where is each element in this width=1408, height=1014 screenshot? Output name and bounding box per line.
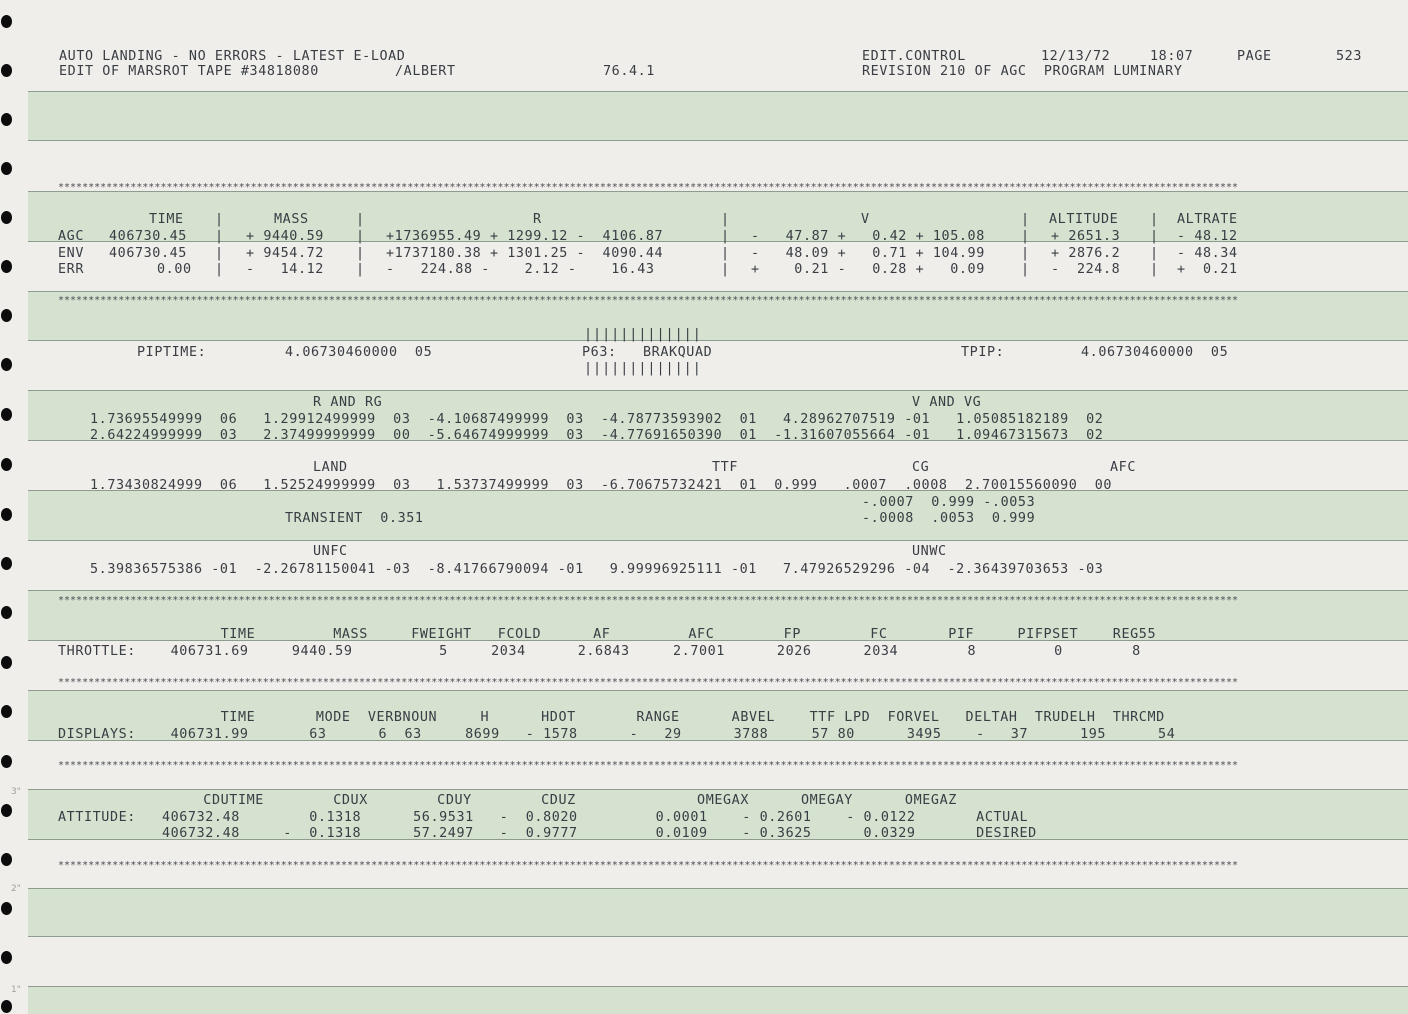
rvg-row-2: 2.64224999999 03 2.37499999999 00 -5.64674999999 03 -4.77691650390 01 -1.31607055664 -01 1.09467315673 02 [90, 428, 1104, 443]
err-altrate: + 0.21 [1177, 262, 1238, 277]
row-label-env: ENV [58, 246, 84, 261]
err-time: 0.00 [157, 262, 192, 277]
pipe: | [215, 262, 224, 277]
piptime-label: PIPTIME: [137, 345, 207, 360]
mass-header: MASS [274, 212, 309, 227]
p63-value: BRAKQUAD [643, 345, 713, 360]
tractor-hole [1, 309, 12, 322]
tick-bar-top: ||||||||||||| [584, 327, 702, 342]
tractor-hole [1, 902, 12, 915]
attitude-row-actual: ATTITUDE: 406732.48 0.1318 56.9531 - 0.8020 0.0001 - 0.2601 - 0.0122 ACTUAL [58, 810, 1029, 825]
tractor-hole [1, 853, 12, 866]
header-author: /ALBERT [395, 64, 456, 79]
inch-mark: 3" [11, 787, 21, 797]
inch-mark: 1" [11, 985, 21, 995]
afc-label: AFC [1110, 460, 1136, 475]
paper-band [28, 986, 1408, 1014]
altrate-header: ALTRATE [1177, 212, 1238, 227]
paper-rule [28, 986, 1408, 987]
inch-mark: 2" [11, 884, 21, 894]
tractor-hole [1, 358, 12, 371]
agc-time: 406730.45 [109, 229, 187, 244]
tractor-hole [1, 113, 12, 126]
pipe: | [215, 212, 224, 227]
header-line1: AUTO LANDING - NO ERRORS - LATEST E-LOAD [59, 49, 406, 64]
tractor-hole [1, 211, 12, 224]
tractor-hole [1, 951, 12, 964]
attitude-row-desired: 406732.48 - 0.1318 57.2497 - 0.9777 0.0109 - 0.3625 0.0329 DESIRED [58, 826, 1037, 841]
v-header: V [861, 212, 870, 227]
agc-mass: + 9440.59 [246, 229, 324, 244]
pipe: | [1021, 262, 1030, 277]
header-time: 18:07 [1150, 49, 1194, 64]
pipe: | [721, 262, 730, 277]
tractor-hole [1, 15, 12, 28]
header-line2: EDIT OF MARSROT TAPE #34818080 [59, 64, 319, 79]
asterisk-separator: **************************************************************************************************************************************************************************************************** [58, 760, 1239, 771]
paper-rule [28, 340, 1408, 341]
err-altitude: - 224.8 [1051, 262, 1121, 277]
r-header: R [533, 212, 542, 227]
transient-value: TRANSIENT 0.351 [285, 511, 424, 526]
pipe: | [356, 212, 365, 227]
row-label-agc: AGC [58, 229, 84, 244]
page-number: 523 [1336, 49, 1362, 64]
attitude-headers: CDUTIME CDUX CDUY CDUZ OMEGAX OMEGAY OMEGAZ [160, 793, 957, 808]
agc-r: +1736955.49 + 1299.12 - 4106.87 [386, 229, 664, 244]
unfc-row: 5.39836575386 -01 -2.26781150041 -03 -8.41766790094 -01 9.99996925111 -01 7.47926529296 -04 -2.36439703653 -03 [90, 562, 1104, 577]
pipe: | [215, 246, 224, 261]
asterisk-separator: **************************************************************************************************************************************************************************************************** [58, 860, 1239, 871]
tractor-hole [1, 755, 12, 768]
paper-band [28, 888, 1408, 936]
asterisk-separator: **************************************************************************************************************************************************************************************************** [58, 677, 1239, 688]
pipe: | [215, 229, 224, 244]
land-row-1: 1.73430824999 06 1.52524999999 03 1.53737499999 03 -6.70675732421 01 0.999 .0007 .0008 2.70015560090 00 [90, 478, 1113, 493]
time-header: TIME [149, 212, 184, 227]
p63-label: P63: [582, 345, 617, 360]
pipe: | [1150, 212, 1159, 227]
agc-v: - 47.87 + 0.42 + 105.08 [751, 229, 985, 244]
pipe: | [1021, 229, 1030, 244]
v-and-vg-label: V AND VG [912, 395, 982, 410]
ttf-label: TTF [712, 460, 738, 475]
unfc-label: UNFC [313, 544, 348, 559]
paper-rule [28, 140, 1408, 141]
tractor-hole [1, 557, 12, 570]
header-date: 12/13/72 [1041, 49, 1111, 64]
asterisk-separator: **************************************************************************************************************************************************************************************************** [58, 295, 1239, 306]
asterisk-separator: **************************************************************************************************************************************************************************************************** [58, 182, 1239, 193]
pipe: | [1150, 262, 1159, 277]
piptime-value: 4.06730460000 05 [285, 345, 433, 360]
displays-headers: TIME MODE VERBNOUN H HDOT RANGE ABVEL TTF LPD FORVEL DELTAH TRUDELH THRCMD [160, 710, 1165, 725]
env-altrate: - 48.34 [1177, 246, 1238, 261]
env-altitude: + 2876.2 [1051, 246, 1121, 261]
asterisk-separator: **************************************************************************************************************************************************************************************************** [58, 595, 1239, 606]
env-mass: + 9454.72 [246, 246, 324, 261]
tractor-hole [1, 705, 12, 718]
page-label: PAGE [1237, 49, 1272, 64]
tpip-label: TPIP: [961, 345, 1005, 360]
pipe: | [356, 246, 365, 261]
paper-rule [28, 936, 1408, 937]
r-and-rg-label: R AND RG [313, 395, 383, 410]
agc-altrate: - 48.12 [1177, 229, 1238, 244]
pipe: | [721, 212, 730, 227]
header-version: 76.4.1 [603, 64, 655, 79]
tick-bar-bottom: ||||||||||||| [584, 361, 702, 376]
tractor-hole [1, 804, 12, 817]
pipe: | [1150, 246, 1159, 261]
rvg-row-1: 1.73695549999 06 1.29912499999 03 -4.10687499999 03 -4.78773593902 01 4.28962707519 -01 1.05085182189 02 [90, 412, 1104, 427]
tractor-hole [1, 606, 12, 619]
env-time: 406730.45 [109, 246, 187, 261]
pipe: | [1150, 229, 1159, 244]
revision-line: REVISION 210 OF AGC PROGRAM LUMINARY [862, 64, 1183, 79]
pipe: | [721, 229, 730, 244]
displays-row: DISPLAYS: 406731.99 63 6 63 8699 - 1578 - 29 3788 57 80 3495 - 37 195 54 [58, 727, 1176, 742]
cg-row-2: -.0007 0.999 -.0053 [862, 495, 1036, 510]
tractor-hole [1, 64, 12, 77]
tractor-hole [1, 162, 12, 175]
paper-rule [28, 540, 1408, 541]
row-label-err: ERR [58, 262, 84, 277]
throttle-headers: TIME MASS FWEIGHT FCOLD AF AFC FP FC PIF PIFPSET REG55 [160, 627, 1157, 642]
altitude-header: ALTITUDE [1049, 212, 1119, 227]
tractor-hole [1, 458, 12, 471]
paper-rule [28, 690, 1408, 691]
tractor-hole [1, 656, 12, 669]
cg-label: CG [912, 460, 930, 475]
paper-rule [28, 590, 1408, 591]
pipe: | [1021, 246, 1030, 261]
err-r: - 224.88 - 2.12 - 16.43 [386, 262, 655, 277]
tractor-hole [1, 408, 12, 421]
throttle-row: THROTTLE: 406731.69 9440.59 5 2034 2.6843 2.7001 2026 2034 8 0 8 [58, 644, 1141, 659]
paper-rule [28, 789, 1408, 790]
env-v: - 48.09 + 0.71 + 104.99 [751, 246, 985, 261]
pipe: | [356, 262, 365, 277]
tpip-value: 4.06730460000 05 [1081, 345, 1229, 360]
paper-rule [28, 91, 1408, 92]
tractor-hole [1, 1000, 12, 1013]
agc-altitude: + 2651.3 [1051, 229, 1121, 244]
paper-rule [28, 888, 1408, 889]
tractor-hole [1, 508, 12, 521]
paper-band [28, 91, 1408, 140]
paper-rule [28, 291, 1408, 292]
paper-band [28, 490, 1408, 540]
pipe: | [721, 246, 730, 261]
err-v: + 0.21 - 0.28 + 0.09 [751, 262, 985, 277]
unwc-label: UNWC [912, 544, 947, 559]
cg-row-3: -.0008 .0053 0.999 [862, 511, 1036, 526]
pipe: | [1021, 212, 1030, 227]
err-mass: - 14.12 [246, 262, 324, 277]
land-label: LAND [313, 460, 348, 475]
env-r: +1737180.38 + 1301.25 - 4090.44 [386, 246, 664, 261]
tractor-hole [1, 260, 12, 273]
pipe: | [356, 229, 365, 244]
edit-control-label: EDIT.CONTROL [862, 49, 966, 64]
paper-rule [28, 390, 1408, 391]
